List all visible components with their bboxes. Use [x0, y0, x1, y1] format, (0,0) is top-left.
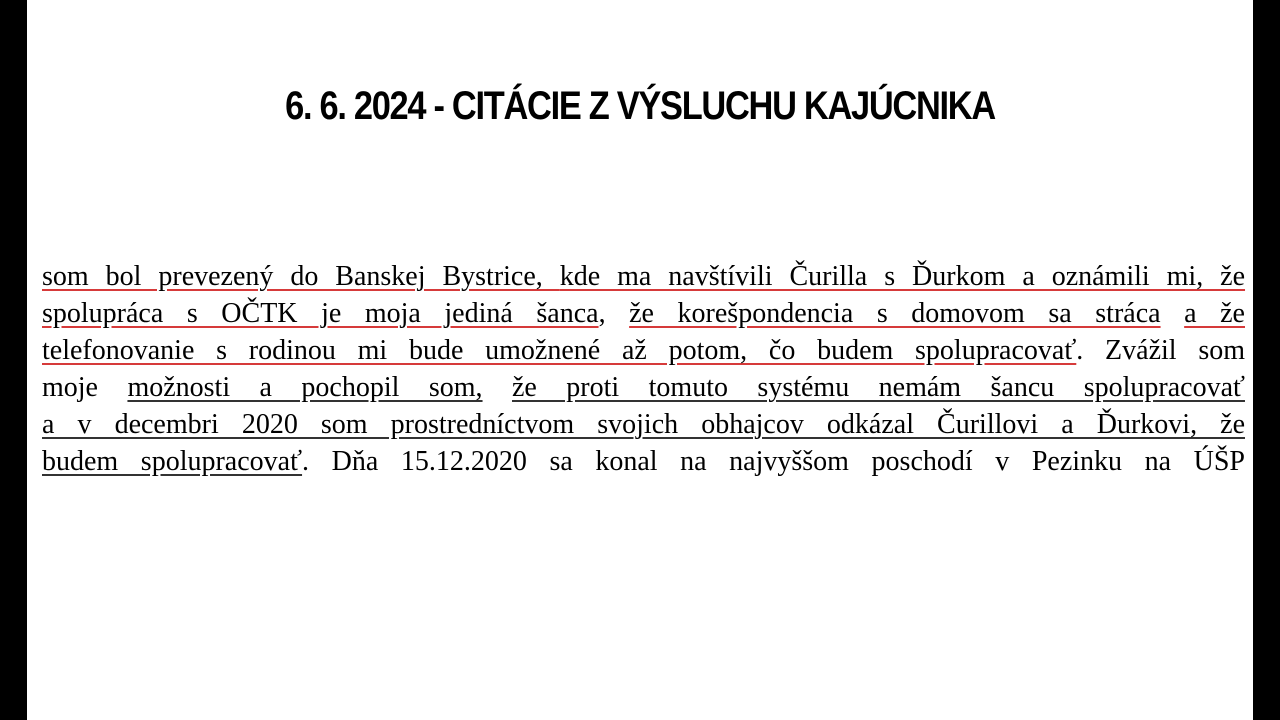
underlined-text-red: spolupráca s OČTK je moja jediná šanca [42, 298, 599, 329]
text-line [42, 258, 1245, 295]
text-line [42, 443, 1245, 480]
text-segment: . Dňa 15.12.2020 sa konal na najvyššom poschodí v Pezinku na ÚŠP [302, 446, 1245, 477]
text-line [42, 406, 1245, 443]
underlined-text-red: a že [1184, 298, 1245, 329]
text-line [42, 369, 1245, 406]
page-title: 6. 6. 2024 - CITÁCIE Z VÝSLUCHU KAJÚCNIKA [285, 84, 995, 128]
quote-paragraph [42, 258, 1245, 480]
underlined-text-red: že korešpondencia s domovom sa stráca [629, 298, 1161, 329]
underlined-text-dark: možnosti a pochopil som, [127, 372, 483, 403]
text-segment: . Zvážil som [1076, 335, 1246, 366]
underlined-text-dark: že proti tomuto systému nemám šancu spolupracovať [512, 372, 1245, 403]
underlined-text-dark: budem spolupracovať [42, 446, 303, 477]
text-segment [1161, 298, 1185, 329]
underlined-text-red: kde ma navštívili Čurilla s Ďurkom a oznámili mi, že [559, 261, 1246, 292]
text-line [42, 332, 1245, 369]
underlined-text-red: telefonovanie s rodinou mi bude umožnené až potom, čo budem spolupracovať [42, 335, 1077, 366]
text-segment [483, 372, 512, 403]
text-segment: , [598, 298, 630, 329]
underlined-text-red: som bol prevezený do Banskej Bystrice, [42, 261, 560, 292]
text-segment: moje [42, 372, 128, 403]
underlined-text-dark: a v decembri 2020 som prostredníctvom svojich obhajcov odkázal Čurillovi a Ďurkovi, že [42, 409, 1245, 440]
text-line [42, 295, 1245, 332]
document-page [27, 0, 1253, 720]
